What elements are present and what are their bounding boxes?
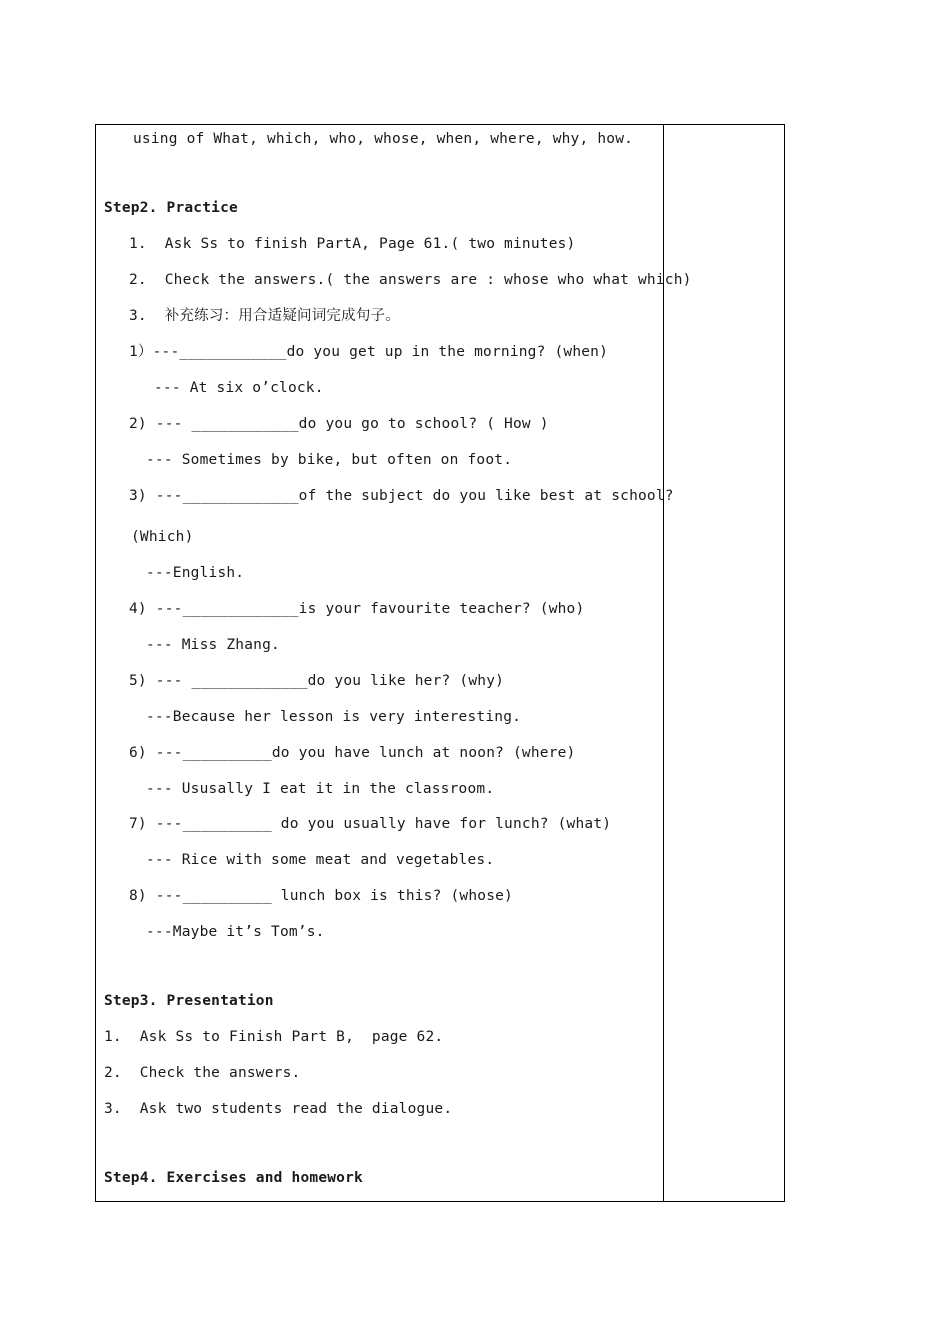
practice-item-3-number: 3. [129, 308, 165, 324]
exercise-answer-8: ---Maybe it’s Tom’s. [146, 924, 325, 940]
presentation-item-2: 2. Check the answers. [104, 1065, 301, 1081]
exercise-question-7: 7) ---__________ do you usually have for lunch? (what) [129, 816, 612, 832]
exercise-question-4: 4) ---_____________is your favourite teacher? (who) [129, 601, 585, 617]
exercise-question-2: 2) --- ____________do you go to school? ( How ) [129, 416, 549, 432]
exercise-answer-7: --- Rice with some meat and vegetables. [146, 852, 495, 868]
step4-heading: Step4. Exercises and homework [104, 1170, 363, 1186]
exercise-question-3: 3) ---_____________of the subject do you like best at school? [129, 488, 674, 504]
exercise-answer-6: --- Ususally I eat it in the classroom. [146, 781, 495, 797]
exercise-answer-5: ---Because her lesson is very interesting. [146, 709, 522, 725]
question-words-line: using of What, which, who, whose, when, where, why, how. [133, 131, 634, 147]
presentation-item-1: 1. Ask Ss to Finish Part B, page 62. [104, 1029, 444, 1045]
exercise-question-5: 5) --- _____________do you like her? (why) [129, 673, 505, 689]
exercise-answer-1: --- At six o’clock. [154, 380, 324, 396]
exercise-question-8: 8) ---__________ lunch box is this? (whose) [129, 888, 513, 904]
exercise-answer-4: --- Miss Zhang. [146, 637, 280, 653]
exercise-question-6: 6) ---__________do you have lunch at noon? (where) [129, 745, 576, 761]
step3-heading: Step3. Presentation [104, 993, 274, 1009]
practice-item-3 [129, 307, 400, 325]
exercise-question-3-hint: (Which) [131, 529, 194, 545]
exercise-answer-2: --- Sometimes by bike, but often on foot. [146, 452, 513, 468]
practice-item-1: 1. Ask Ss to finish PartA, Page 61.( two minutes) [129, 236, 576, 252]
step2-heading: Step2. Practice [104, 200, 238, 216]
practice-item-3-text: 补充练习：用合适疑问词完成句子。 [164, 308, 400, 324]
exercise-question-1: 1）---____________do you get up in the morning? (when) [129, 344, 609, 360]
presentation-item-3: 3. Ask two students read the dialogue. [104, 1101, 453, 1117]
lesson-plan-table [95, 124, 785, 1202]
practice-item-2: 2. Check the answers.( the answers are : whose who what which) [129, 272, 692, 288]
exercise-answer-3: ---English. [146, 565, 245, 581]
